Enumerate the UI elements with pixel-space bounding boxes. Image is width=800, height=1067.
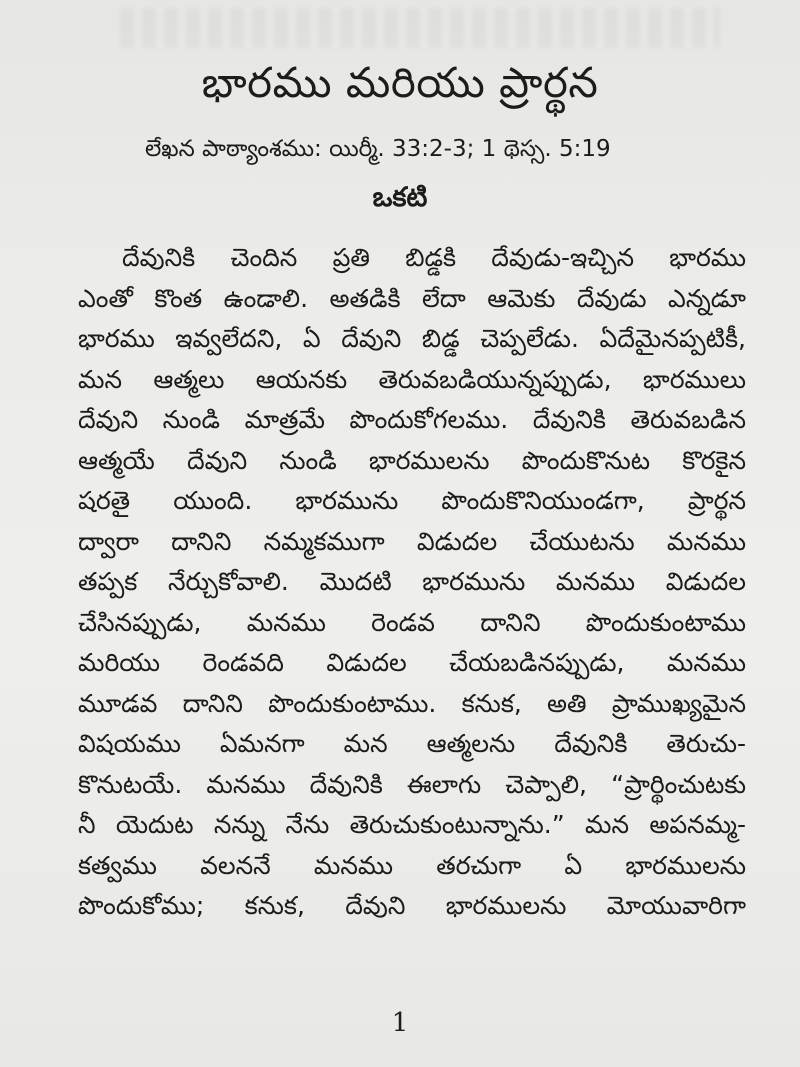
text-line: భారము ఇవ్వలేదని, ఏ దేవుని బిడ్డ చెప్పలేడు. ఏదేమైనప్పటికీ, <box>78 324 746 353</box>
bleed-through-text <box>120 8 720 48</box>
text-line: ద్వారా దానిని నమ్మకముగా విడుదల చేయుటను మనము <box>78 526 746 556</box>
text-line: షరతై యుంది. భారమును పొందుకొనియుండగా, ప్రార్థన <box>78 486 746 515</box>
text-line: దేవుని నుండి మాత్రమే పొందుకోగలము. దేవునికి తెరువబడిన <box>78 405 746 434</box>
page-number: 1 <box>391 1008 409 1038</box>
text-line: పొందుకోము; కనుక, దేవుని భారములను మోయువారిగా <box>78 891 746 920</box>
text-line: ఆత్మయే దేవుని నుండి భారములను పొందుకొనుట కొరకైన <box>78 445 746 475</box>
chapter-title: భారము మరియు ప్రార్థన <box>201 58 599 107</box>
scripture-reading: లేఖన పాఠ్యాంశము: యిర్మీ. 33:2-3; 1 థెస్స. 5:19 <box>145 136 611 162</box>
text-line: మూడవ దానిని పొందుకుంటాము. కనుక, అతి ప్రాముఖ్యమైన <box>78 688 746 718</box>
text-line: కత్వము వలననే మనము తరచుగా ఏ భారములను <box>78 850 746 880</box>
text-line: చేసినప్పుడు, మనము రెండవ దానిని పొందుకుంటాము <box>78 607 746 637</box>
text-line: తప్పక నేర్చుకోవాలి. మొదటి భారమును మనము విడుదల <box>78 567 746 596</box>
section-heading: ఒకటి <box>372 182 428 213</box>
text-line: నీ యెదుట నన్ను నేను తెరుచుకుంటున్నాను.” మన అపనమ్మ- <box>78 810 746 839</box>
text-line: విషయము ఏమనగా మన ఆత్మలను దేవునికి తెరుచు- <box>78 729 746 758</box>
text-line: మన ఆత్మలు ఆయనకు తెరువబడియున్నప్పుడు, భారములు <box>78 364 746 394</box>
body-paragraph <box>78 238 746 927</box>
text-line: కొనుటయే. మనము దేవునికి ఈలాగు చెప్పాలి, “ప్రార్థించుటకు <box>78 769 746 799</box>
text-line: దేవునికి చెందిన ప్రతి బిడ్డకి దేవుడు-ఇచ్చిన భారము <box>122 243 746 272</box>
text-line: ఎంతో కొంత ఉండాలి. అతడికి లేదా ఆమెకు దేవుడు ఎన్నడూ <box>78 283 746 313</box>
text-line: మరియు రెండవది విడుదల చేయబడినప్పుడు, మనము <box>78 648 746 677</box>
